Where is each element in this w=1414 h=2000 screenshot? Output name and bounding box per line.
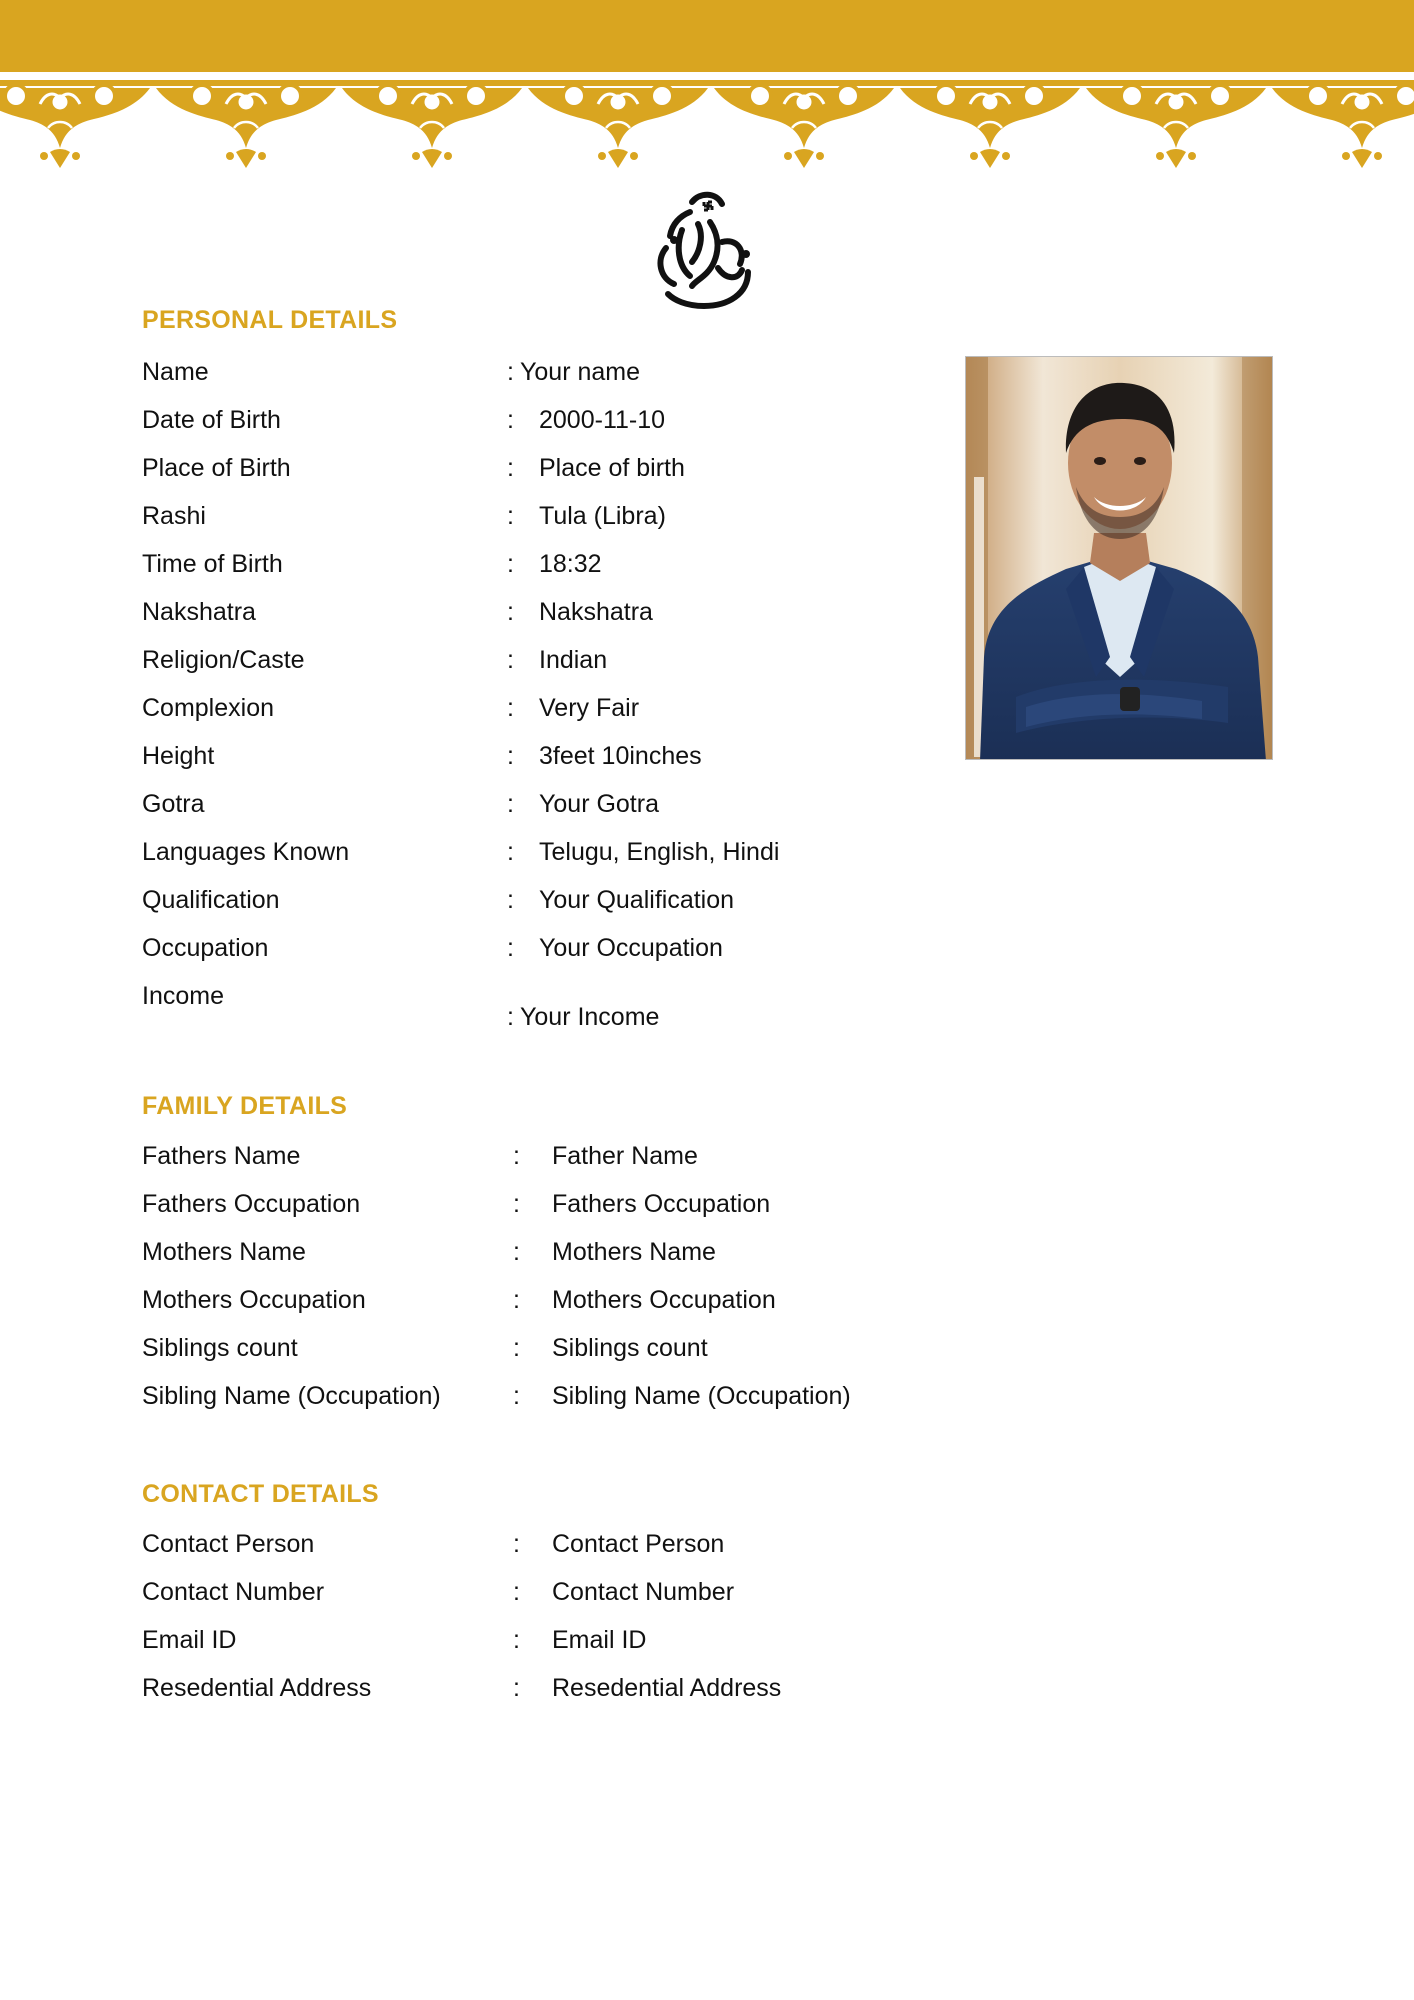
row-separator: : (507, 550, 514, 578)
row-value: Sibling Name (Occupation) (552, 1382, 851, 1410)
row-separator: : (507, 886, 514, 914)
personal-row-income (142, 976, 1042, 1046)
row-value: Telugu, English, Hindi (539, 838, 780, 866)
row-separator: : (507, 502, 514, 530)
family-row-mothers-occupation (142, 1280, 1042, 1320)
row-separator: : (513, 1578, 520, 1606)
family-row-siblings-count (142, 1328, 1042, 1368)
row-separator: : (513, 1382, 520, 1410)
row-separator: : (507, 742, 514, 770)
row-separator: : (507, 934, 514, 962)
personal-row-name (142, 352, 1042, 392)
row-separator: : (507, 358, 514, 386)
row-label: Nakshatra (142, 598, 256, 626)
row-value: Contact Number (552, 1578, 735, 1606)
personal-row-complexion (142, 688, 1042, 728)
row-separator: : (507, 790, 514, 818)
row-separator: : (513, 1190, 520, 1218)
row-label: Gotra (142, 790, 205, 818)
personal-row-time-of-birth (142, 544, 1042, 584)
row-value: Resedential Address (552, 1674, 782, 1702)
row-value: Place of birth (539, 454, 685, 482)
section-title-family: FAMILY DETAILS (142, 1092, 348, 1120)
row-label: Mothers Occupation (142, 1286, 366, 1314)
section-title-contact: CONTACT DETAILS (142, 1480, 379, 1508)
row-label: Occupation (142, 934, 269, 962)
section-title-personal: PERSONAL DETAILS (142, 306, 398, 334)
row-value: Fathers Occupation (552, 1190, 771, 1218)
ganesha-icon (652, 190, 756, 316)
row-value: Tula (Libra) (539, 502, 666, 530)
row-label: Date of Birth (142, 406, 281, 434)
row-separator: : (513, 1674, 520, 1702)
row-label: Religion/Caste (142, 646, 305, 674)
personal-row-place-of-birth (142, 448, 1042, 488)
personal-row-nakshatra (142, 592, 1042, 632)
contact-row-contact-number (142, 1572, 1042, 1612)
row-value: Your Occupation (539, 934, 723, 962)
personal-row-gotra (142, 784, 1042, 824)
row-value: Very Fair (539, 694, 640, 722)
row-separator: : (513, 1334, 520, 1362)
row-value: Indian (539, 646, 608, 674)
border-motifs (0, 86, 1414, 168)
floral-border (0, 86, 1414, 178)
row-label: Fathers Occupation (142, 1190, 361, 1218)
row-value: Email ID (552, 1626, 647, 1654)
personal-row-date-of-birth (142, 400, 1042, 440)
row-separator: : (513, 1626, 520, 1654)
row-separator: : (513, 1142, 520, 1170)
personal-row-languages-known (142, 832, 1042, 872)
row-value: Nakshatra (539, 598, 653, 626)
row-label: Email ID (142, 1626, 237, 1654)
row-label: Rashi (142, 502, 206, 530)
row-label: Place of Birth (142, 454, 291, 482)
personal-row-religion-caste (142, 640, 1042, 680)
row-value: 18:32 (539, 550, 602, 578)
row-label: Siblings count (142, 1334, 298, 1362)
row-separator: : (513, 1238, 520, 1266)
contact-row-contact-person (142, 1524, 1042, 1564)
person-photo-icon (966, 357, 1273, 760)
family-row-fathers-name (142, 1136, 1042, 1176)
profile-photo (965, 356, 1273, 760)
family-row-fathers-occupation (142, 1184, 1042, 1224)
personal-row-qualification (142, 880, 1042, 920)
row-value: Siblings count (552, 1334, 708, 1362)
row-value: 2000-11-10 (539, 406, 666, 434)
contact-row-residential-address (142, 1668, 1042, 1708)
row-separator: : (507, 694, 514, 722)
row-separator: : (507, 646, 514, 674)
row-label: Name (142, 358, 209, 386)
row-label: Mothers Name (142, 1238, 306, 1266)
row-label: Resedential Address (142, 1674, 372, 1702)
row-value: Your name (520, 358, 640, 386)
family-row-sibling-name (142, 1376, 1042, 1416)
row-label: Sibling Name (Occupation) (142, 1382, 441, 1410)
personal-row-rashi (142, 496, 1042, 536)
row-value: Father Name (552, 1142, 698, 1170)
top-gold-band (0, 0, 1414, 72)
row-label: Complexion (142, 694, 275, 722)
row-value: Contact Person (552, 1530, 725, 1558)
row-separator: : (507, 406, 514, 434)
row-value: Mothers Occupation (552, 1286, 776, 1314)
row-value: Mothers Name (552, 1238, 716, 1266)
row-label: Income (142, 982, 224, 1010)
row-separator: : (507, 1003, 514, 1031)
row-separator: : (507, 454, 514, 482)
row-label: Time of Birth (142, 550, 283, 578)
personal-row-height (142, 736, 1042, 776)
row-separator: : (507, 838, 514, 866)
row-label: Height (142, 742, 215, 770)
row-separator: : (513, 1530, 520, 1558)
row-separator: : (507, 598, 514, 626)
row-value: Your Gotra (539, 790, 659, 818)
row-value: Your Qualification (539, 886, 735, 914)
personal-row-occupation (142, 928, 1042, 968)
row-label: Languages Known (142, 838, 350, 866)
row-value: Your Income (520, 1003, 660, 1031)
row-label: Qualification (142, 886, 280, 914)
contact-row-email-id (142, 1620, 1042, 1660)
family-row-mothers-name (142, 1232, 1042, 1272)
row-label: Fathers Name (142, 1142, 301, 1170)
row-label: Contact Person (142, 1530, 315, 1558)
row-separator: : (513, 1286, 520, 1314)
row-value: 3feet 10inches (539, 742, 702, 770)
row-label: Contact Number (142, 1578, 325, 1606)
